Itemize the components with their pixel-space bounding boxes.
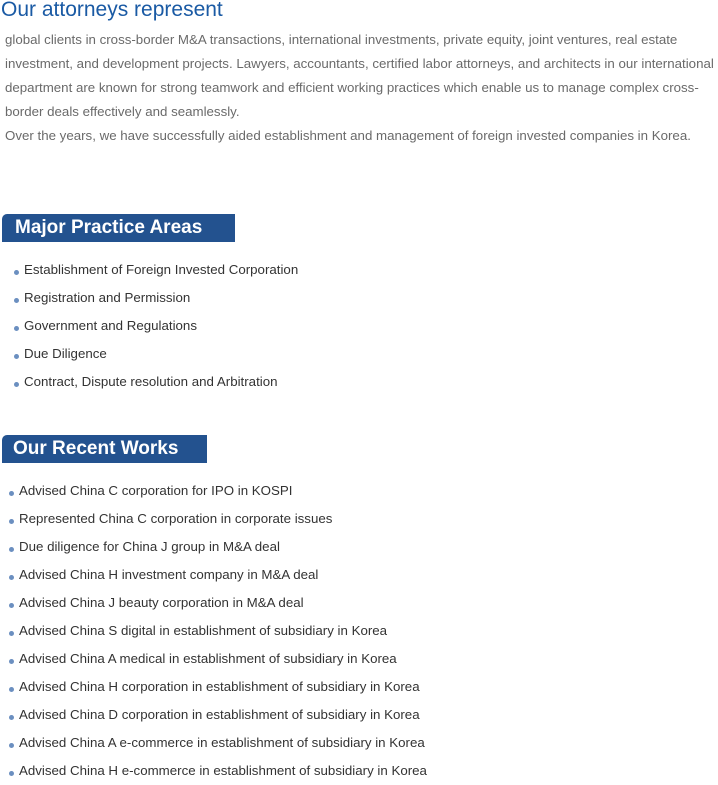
recent-work-item: Advised China H investment company in M&A deal xyxy=(19,561,427,589)
practice-areas-list xyxy=(24,256,298,396)
recent-works-header xyxy=(2,435,207,463)
recent-work-item: Represented China C corporation in corporate issues xyxy=(19,505,427,533)
practice-area-item: Government and Regulations xyxy=(24,312,298,340)
recent-work-item: Advised China H e-commerce in establishment of subsidiary in Korea xyxy=(19,757,427,785)
recent-work-item: Advised China J beauty corporation in M&A deal xyxy=(19,589,427,617)
recent-work-item: Advised China A medical in establishment of subsidiary in Korea xyxy=(19,645,427,673)
practice-area-item: Registration and Permission xyxy=(24,284,298,312)
recent-work-item: Advised China A e-commerce in establishment of subsidiary in Korea xyxy=(19,729,427,757)
recent-work-item: Advised China C corporation for IPO in KOSPI xyxy=(19,477,427,505)
recent-works-title: Our Recent Works xyxy=(13,438,179,459)
practice-area-item: Establishment of Foreign Invested Corporation xyxy=(24,256,298,284)
practice-areas-header xyxy=(2,214,235,242)
practice-area-item: Due Diligence xyxy=(24,340,298,368)
practice-areas-title: Major Practice Areas xyxy=(15,217,203,238)
intro-text xyxy=(5,28,717,148)
intro-paragraph: global clients in cross-border M&A transactions, international investments, private equity, joint ventures, real estate investment, and development projects. Lawyers, accountants, certified labor attorneys, and architects in our international department are known for strong teamwork and efficient working practices which enable us to manage complex cross-border deals effectively and seamlessly. xyxy=(5,32,714,119)
recent-work-item: Due diligence for China J group in M&A deal xyxy=(19,533,427,561)
page-title: Our attorneys represent xyxy=(1,0,223,21)
recent-work-item: Advised China D corporation in establishment of subsidiary in Korea xyxy=(19,701,427,729)
intro-paragraph: Over the years, we have successfully aided establishment and management of foreign invested companies in Korea. xyxy=(5,128,691,143)
recent-work-item: Advised China S digital in establishment of subsidiary in Korea xyxy=(19,617,427,645)
recent-work-item: Advised China H corporation in establishment of subsidiary in Korea xyxy=(19,673,427,701)
practice-area-item: Contract, Dispute resolution and Arbitration xyxy=(24,368,298,396)
recent-works-list xyxy=(19,477,427,785)
